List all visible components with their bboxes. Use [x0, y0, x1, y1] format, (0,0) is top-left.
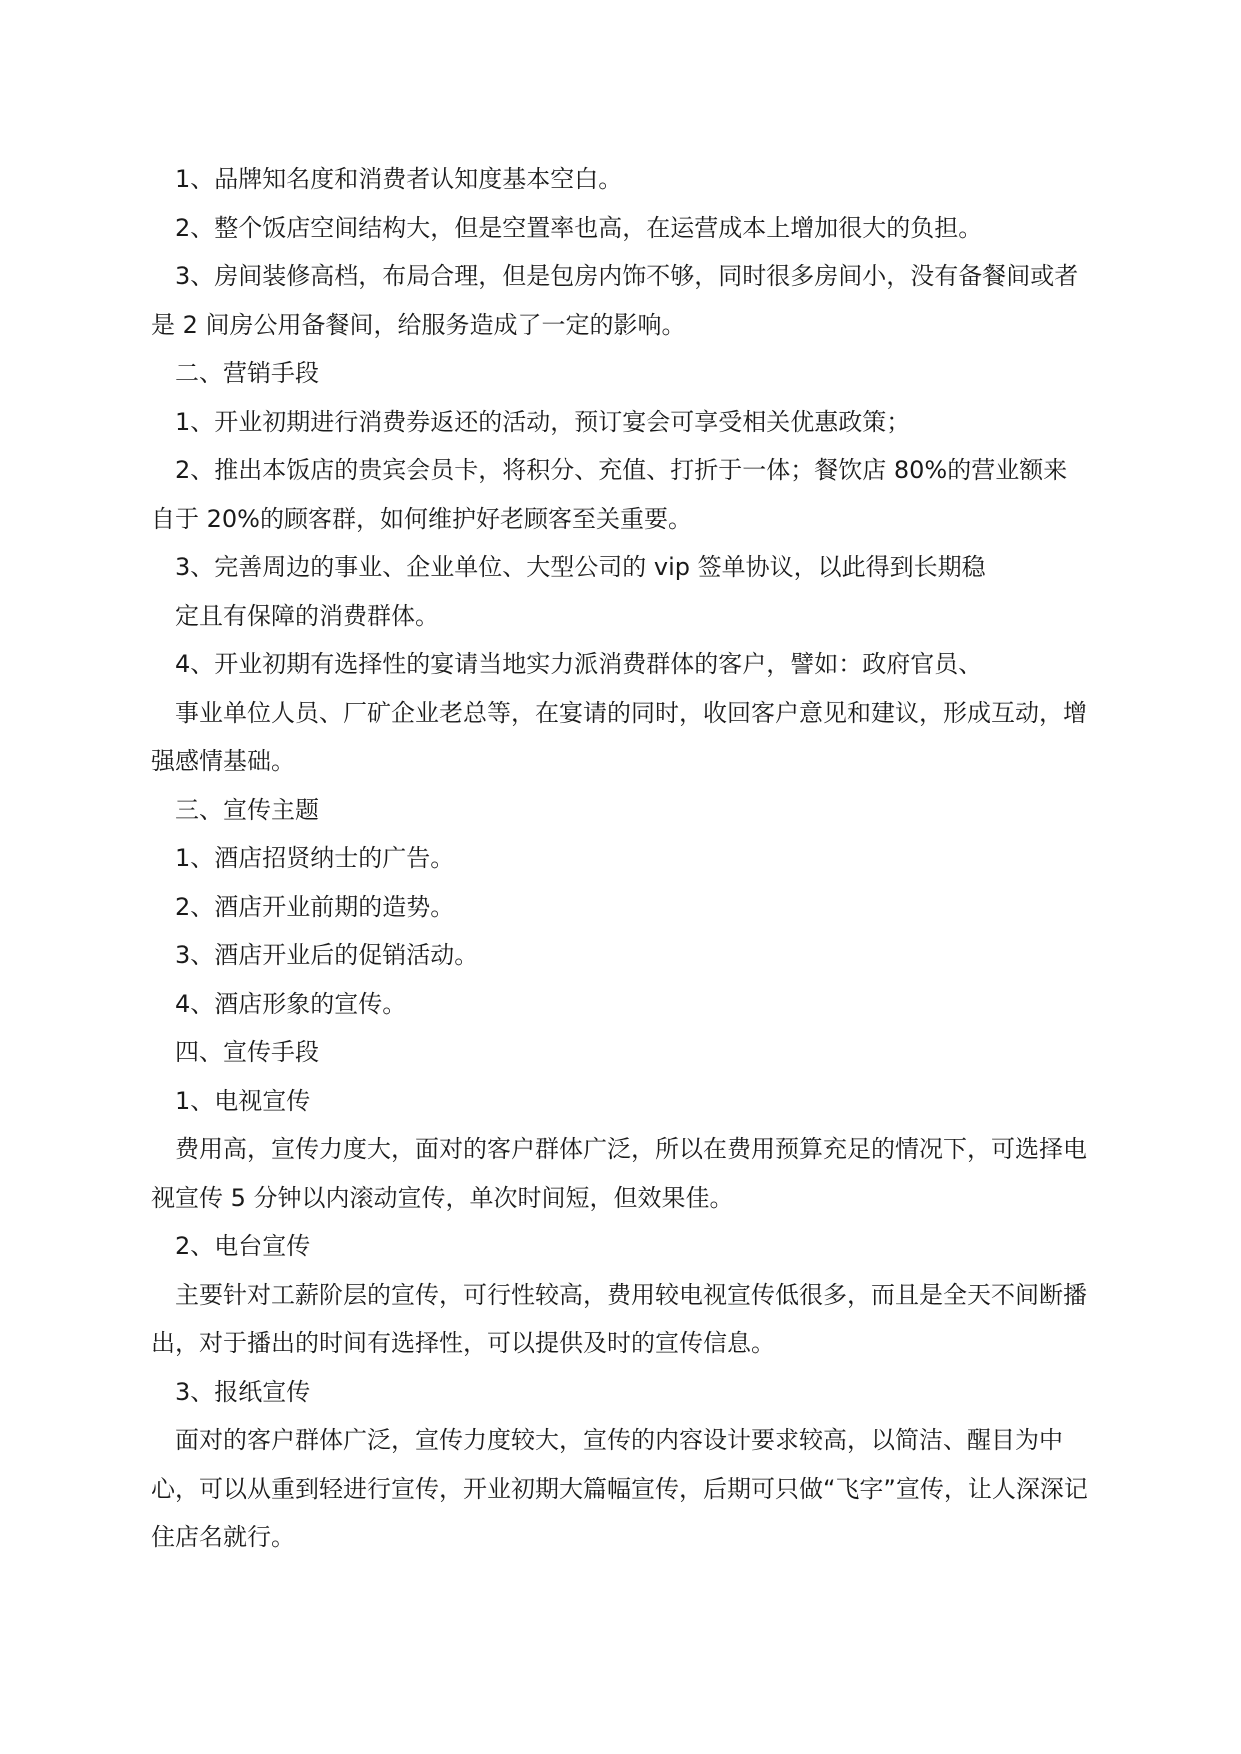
paragraph: 面对的客户群体广泛，宣传力度较大，宣传的内容设计要求较高，以简洁、醒目为中心，可以从重到轻进行宣传，开业初期大篇幅宣传，后期可只做“飞字”宣传，让人深深记住店名就行。	[151, 1426, 1088, 1551]
sub-heading: 2、电台宣传	[175, 1232, 311, 1260]
section-heading: 四、宣传手段	[175, 1038, 319, 1066]
sub-heading: 1、电视宣传	[175, 1086, 311, 1115]
paragraph: 1、品牌知名度和消费者认知度基本空白。	[175, 165, 623, 193]
paragraph: 事业单位人员、厂矿企业老总等，在宴请的同时，收回客户意见和建议，形成互动，增强感情基础。	[151, 698, 1087, 775]
paragraph: 1、开业初期进行消费券返还的活动，预订宴会可享受相关优惠政策；	[175, 407, 911, 436]
section-heading: 二、营销手段	[175, 359, 319, 387]
paragraph: 1、酒店招贤纳士的广告。	[175, 844, 455, 872]
document-body	[151, 155, 1091, 1562]
paragraph: 4、酒店形象的宣传。	[175, 989, 407, 1018]
paragraph: 2、整个饭店空间结构大，但是空置率也高，在运营成本上增加很大的负担。	[175, 213, 983, 242]
paragraph: 3、酒店开业后的促销活动。	[175, 941, 479, 969]
paragraph: 4、开业初期有选择性的宴请当地实力派消费群体的客户，譬如：政府官员、	[175, 650, 983, 678]
paragraph: 费用高，宣传力度大，面对的客户群体广泛，所以在费用预算充足的情况下，可选择电视宣传 5 分钟以内滚动宣传，单次时间短，但效果佳。	[151, 1135, 1087, 1212]
sub-heading: 3、报纸宣传	[175, 1377, 311, 1406]
paragraph: 定且有保障的消费群体。	[175, 601, 439, 630]
section-heading: 三、宣传主题	[175, 795, 319, 824]
paragraph: 3、完善周边的事业、企业单位、大型公司的 vip 签单协议，以此得到长期稳	[175, 553, 986, 581]
paragraph: 主要针对工薪阶层的宣传，可行性较高，费用较电视宣传低很多，而且是全天不间断播出，对于播出的时间有选择性，可以提供及时的宣传信息。	[151, 1280, 1087, 1357]
paragraph: 3、房间装修高档，布局合理，但是包房内饰不够，同时很多房间小，没有备餐间或者是 2 间房公用备餐间，给服务造成了一定的影响。	[151, 262, 1079, 339]
paragraph: 2、酒店开业前期的造势。	[175, 892, 455, 921]
paragraph: 2、推出本饭店的贵宾会员卡，将积分、充值、打折于一体；餐饮店 80%的营业额来自于 20%的顾客群，如何维护好老顾客至关重要。	[151, 456, 1068, 533]
